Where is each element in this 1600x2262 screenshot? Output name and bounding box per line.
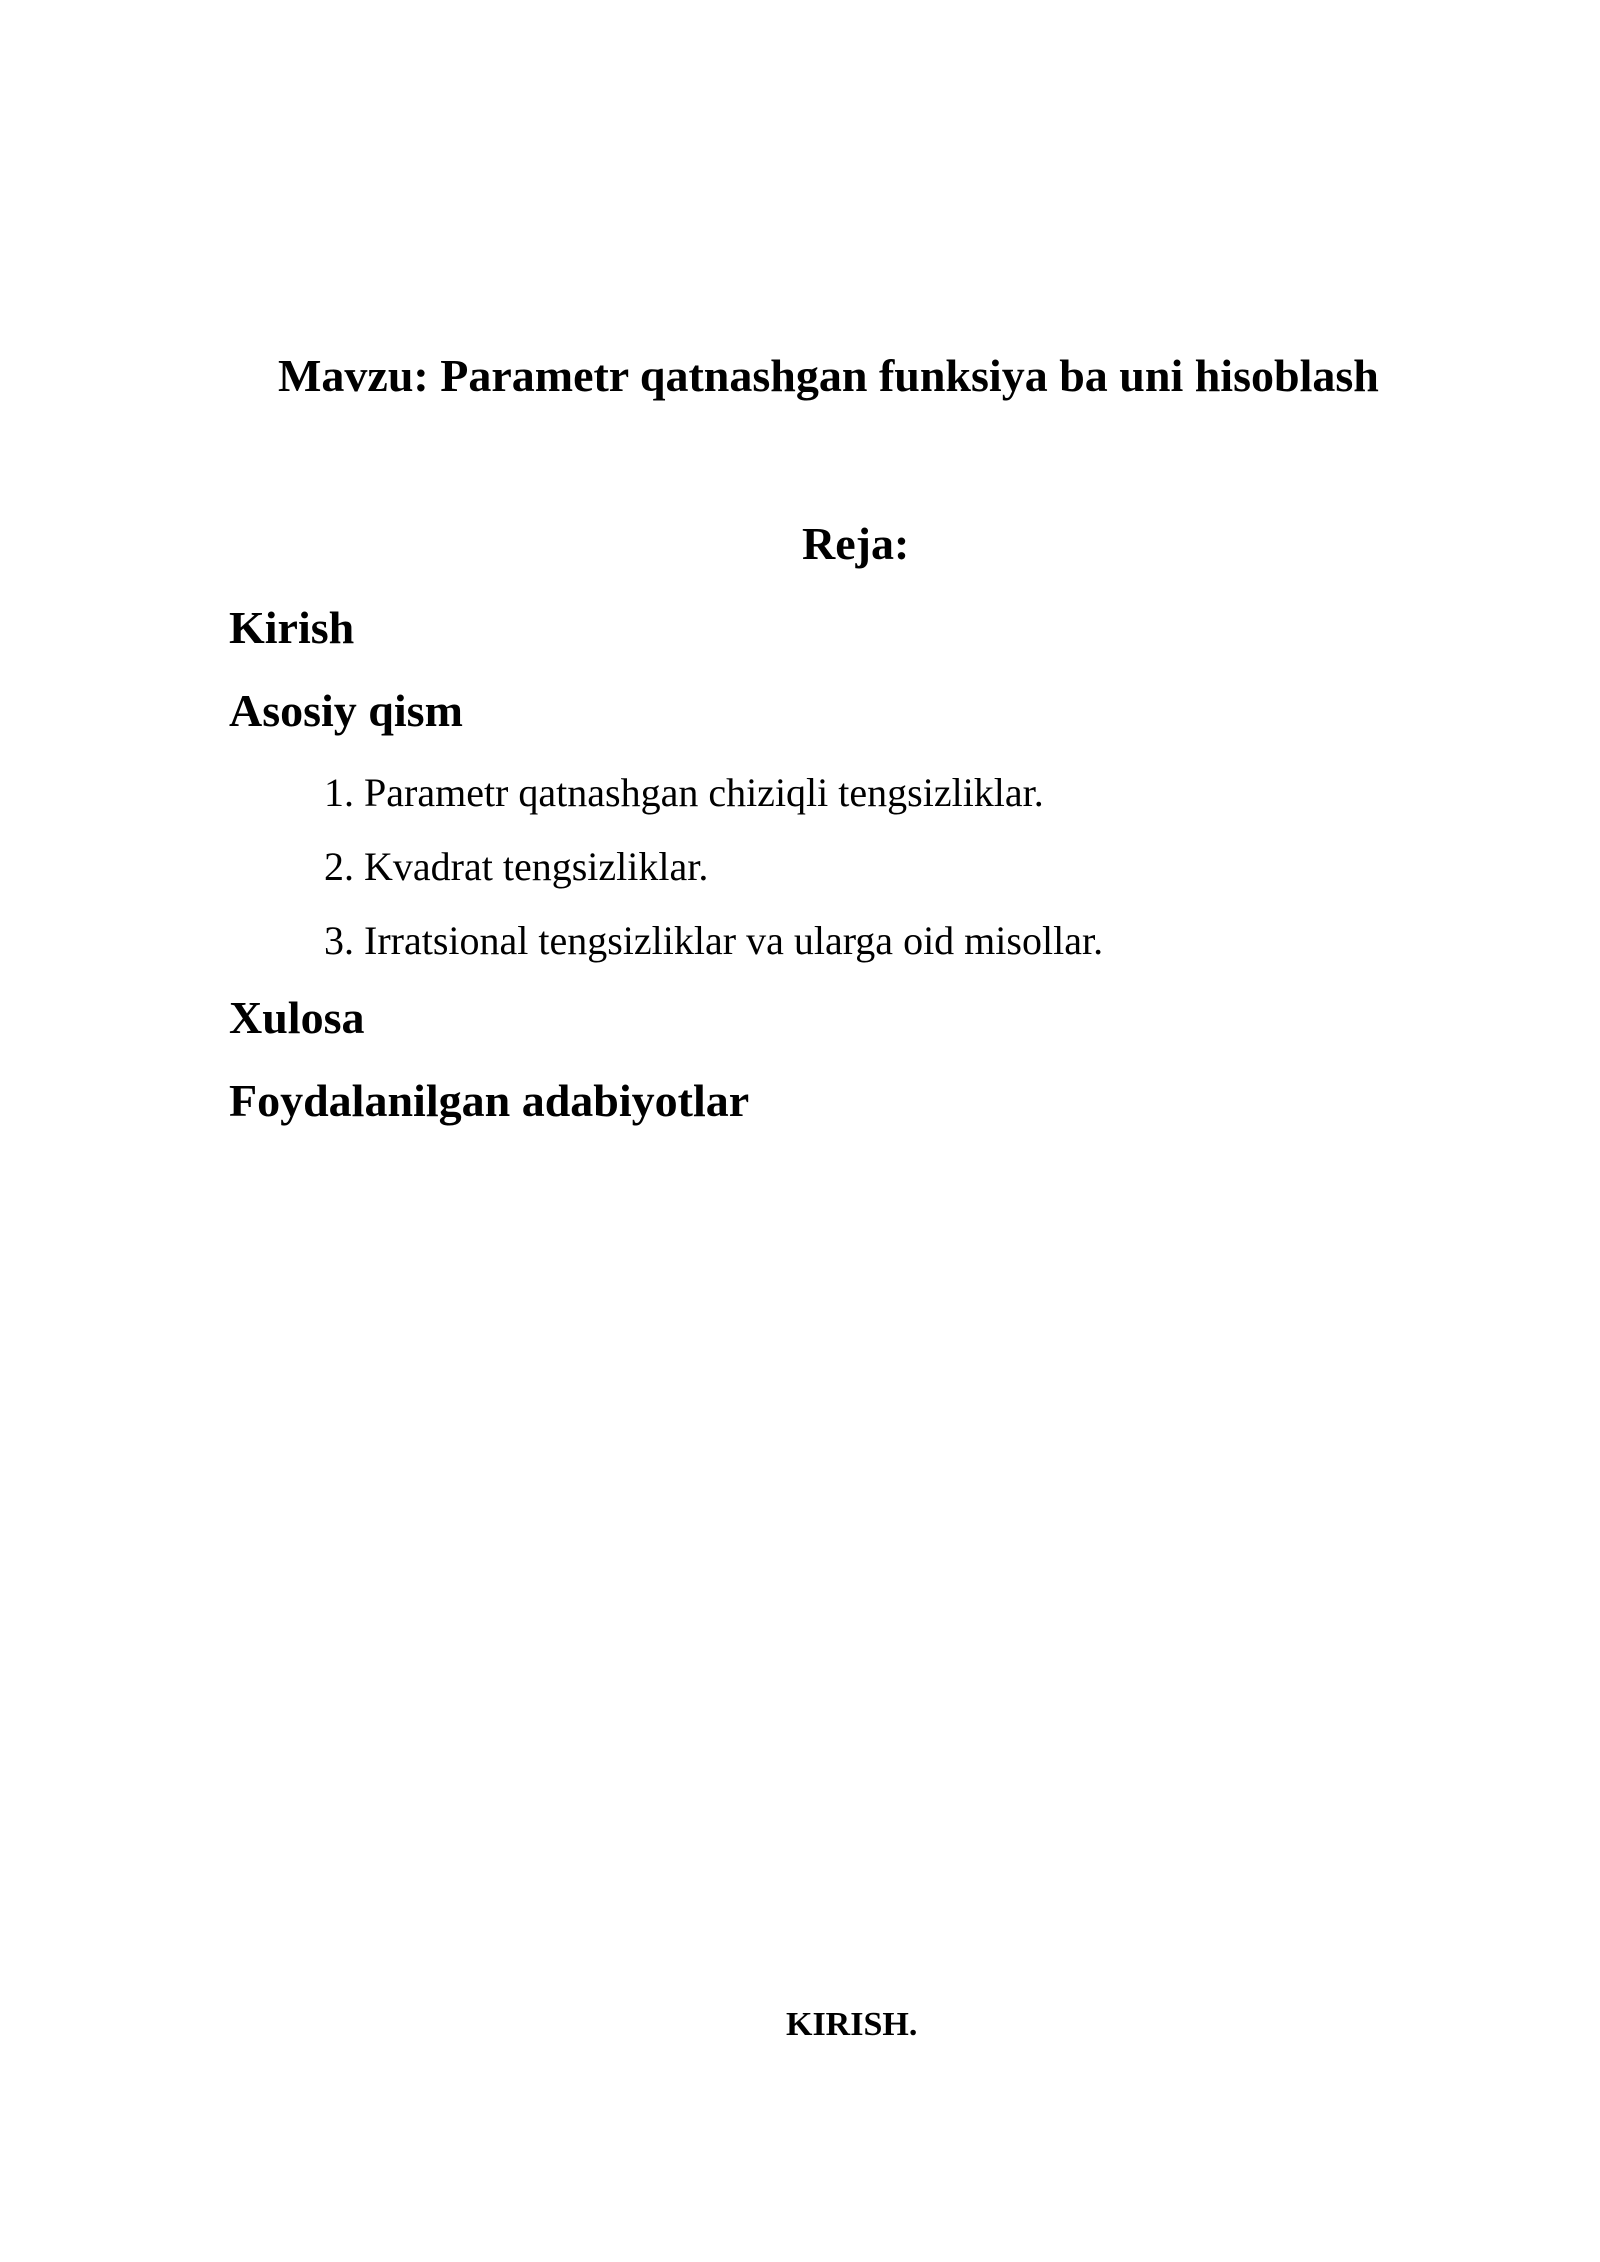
list-item: 3. Irratsional tengsizliklar va ularga oid misollar.	[324, 918, 1104, 963]
section-intro: Kirish	[229, 602, 355, 653]
intro-chapter-heading: KIRISH.	[786, 2006, 918, 2043]
list-item: 1. Parametr qatnashgan chiziqli tengsizliklar.	[324, 770, 1044, 815]
section-main: Asosiy qism	[229, 685, 463, 736]
section-references: Foydalanilgan adabiyotlar	[229, 1075, 750, 1126]
section-conclusion: Xulosa	[229, 992, 365, 1043]
document-title: Mavzu: Parametr qatnashgan funksiya ba uni hisoblash	[278, 350, 1379, 401]
plan-heading: Reja:	[802, 518, 910, 569]
list-item: 2. Kvadrat tengsizliklar.	[324, 844, 709, 889]
